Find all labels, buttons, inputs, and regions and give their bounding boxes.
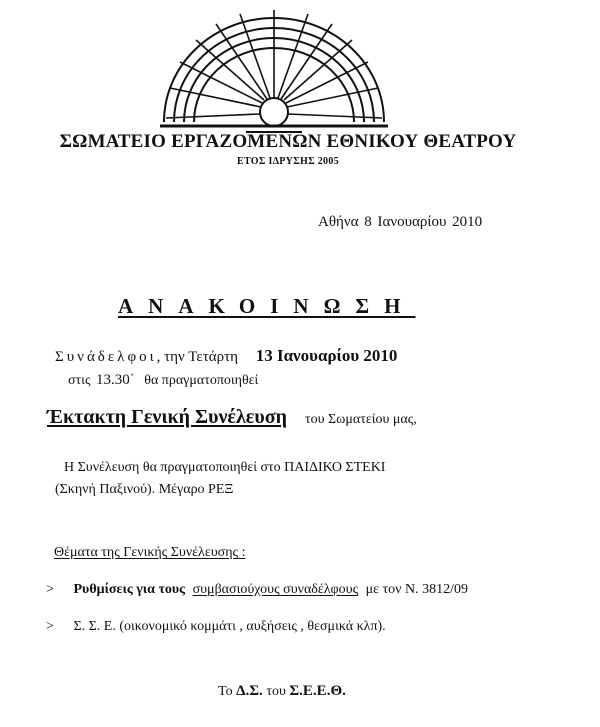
assembly-suffix: του Σωματείου μας, — [304, 412, 417, 427]
time-prefix: στις — [68, 373, 91, 388]
time-line — [68, 372, 258, 389]
greeting-rest: , την Τετάρτη — [156, 349, 238, 365]
signature-middle: του — [266, 684, 286, 699]
theatre-arch-logo-icon — [160, 10, 388, 138]
bullet-marker: > — [46, 619, 54, 634]
topics-header: Θέματα της Γενικής Συνέλευσης : — [54, 545, 246, 560]
topic-item — [46, 582, 468, 598]
greeting-line — [55, 346, 397, 366]
assembly-line — [47, 406, 417, 429]
bullet-marker: > — [46, 582, 54, 597]
location-line-2: (Σκηνή Παξινού). Μέγαρο ΡΕΞ — [55, 482, 234, 497]
topic-lead: Ρυθμίσεις για τους — [73, 582, 186, 597]
signature — [218, 683, 346, 700]
topic-lead: Σ. Σ. Ε. (οικονομικό κομμάτι , αυξήσεις , θεσμικά κλπ). — [73, 619, 386, 634]
location-line-1: Η Συνέλευση θα πραγματοποιηθεί στο ΠΑΙΔΙΚΟ ΣΤΕΚΙ — [64, 460, 386, 475]
topic-trail: με τον Ν. 3812/09 — [365, 582, 468, 597]
org-name: ΣΩΜΑΤΕΙΟ ΕΡΓΑΖΟΜΕΝΩΝ ΕΘΝΙΚΟΥ ΘΕΑΤΡΟΥ — [59, 131, 517, 152]
time-suffix: θα πραγματοποιηθεί — [144, 373, 259, 388]
assembly-title: Έκτακτη Γενική Συνέλευση — [47, 406, 287, 428]
founded-year: ΕΤΟΣ ΙΔΡΥΣΗΣ 2005 — [237, 156, 339, 167]
signature-prefix: Το — [218, 684, 233, 699]
topic-underlined: συμβασιούχους συναδέλφους — [192, 582, 359, 597]
announcement-heading: ΑΝΑΚΟΙΝΩΣΗ — [118, 294, 416, 318]
meeting-time: 13.30΄ — [95, 372, 135, 388]
meeting-date: 13 Ιανουαρίου 2010 — [255, 346, 398, 365]
date-line: Αθήνα 8 Ιανουαρίου 2010 — [318, 214, 483, 230]
signature-board: Δ.Σ. — [236, 683, 263, 699]
greeting: Συνάδελφοι — [55, 349, 157, 365]
signature-union: Σ.Ε.Ε.Θ. — [289, 683, 346, 699]
topic-item — [46, 619, 386, 635]
